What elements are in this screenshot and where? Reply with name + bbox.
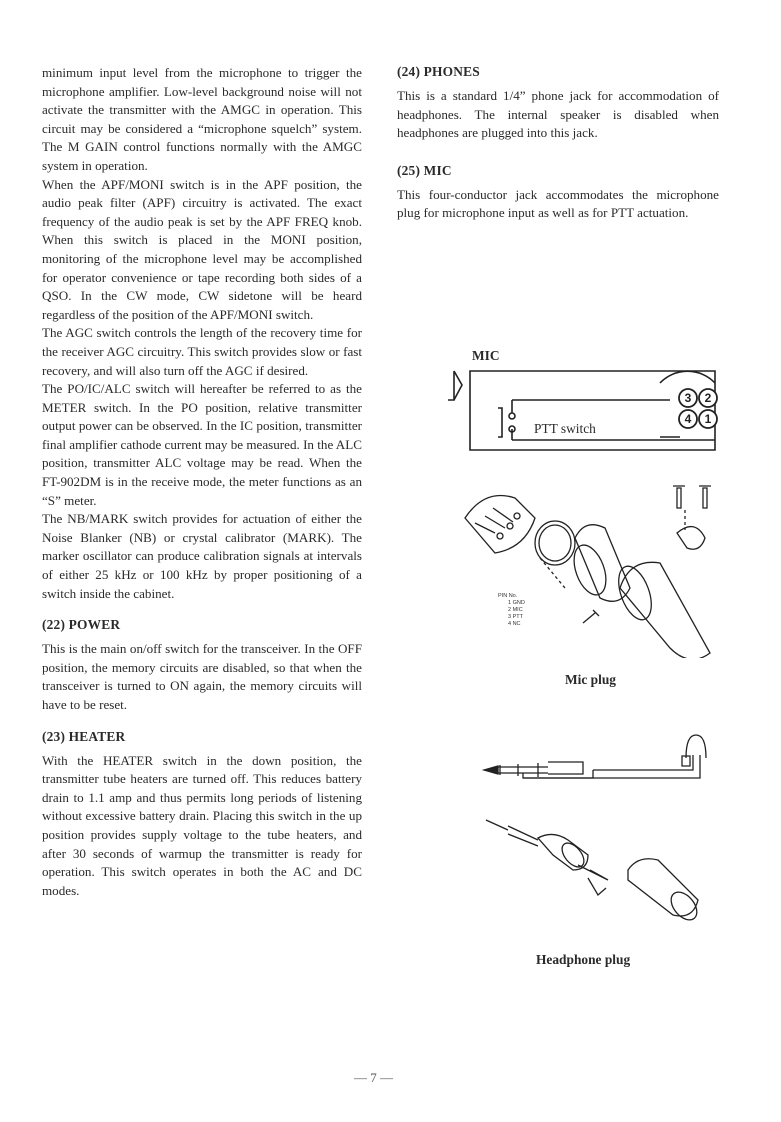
pin-legend-item: 4 NC [508, 621, 521, 627]
meter-paragraph: The PO/IC/ALC switch will hereafter be referred to as the METER switch. In the PO position, relative transmitter output power can be observed. In the IC position, transmitter final amplifier cathode current may be measured. In the ALC position, transmitter ALC voltage may be read. When the FT-902DM is in the receive mode, the meter functions as an “S” meter. [42, 381, 362, 508]
pin-2-label: 2 [704, 391, 712, 405]
headphone-plug-drawing [478, 730, 728, 930]
amgc-paragraph: minimum input level from the microphone to trigger the microphone amplifier. Low-level background noise will not activate the transmitter with the AMGC in operation. This circuit may be considered a “microphone squelch” system. The M GAIN control functions normally with the AMGC system in operation. [42, 65, 362, 173]
mic-plug-illustration [455, 478, 735, 658]
heater-heading: (23) HEATER [42, 728, 126, 744]
left-column [42, 64, 362, 900]
right-column [397, 64, 719, 223]
mic-plug-caption: Mic plug [565, 672, 616, 687]
phones-paragraph: This is a standard 1/4” phone jack for accommodation of headphones. The internal speaker is disabled when headphones are plugged into this jack. [397, 88, 719, 141]
pin-3-label: 3 [684, 391, 692, 405]
pin-4-label: 4 [684, 412, 692, 426]
headphone-icon [686, 735, 706, 758]
pin-legend-title: PIN No. [498, 593, 518, 599]
phones-heading: (24) PHONES [397, 64, 480, 79]
heater-paragraph: With the HEATER switch in the down position, the transmitter tube heaters are turned off. This reduces battery drain to 1.1 amp and thus permits long periods of listening without excessive battery drain. Placing this switch in the up position provides supply voltage to the tube heaters, and after 30 seconds of warmup the transmitter is ready for operation. This switch operates in both the AC and DC modes. [42, 752, 362, 898]
headphone-plug-illustration [478, 730, 728, 930]
mic-diagram-label: MIC [472, 348, 500, 363]
page-number: — 7 — [354, 1070, 393, 1085]
pin-legend-item: 3 PTT [508, 614, 523, 620]
pin-number-legend [498, 593, 525, 628]
pin-legend-item: 1 GND [508, 600, 525, 606]
ptt-switch-label: PTT switch [534, 421, 596, 436]
power-paragraph: This is the main on/off switch for the transceiver. In the OFF position, the memory circuits are disabled, so that when the transceiver is turned to ON again, the memory circuits will have to be reset. [42, 641, 362, 712]
mic-paragraph: This four-conductor jack accommodates the microphone plug for microphone input as well as for PTT actuation. [397, 186, 719, 221]
mic-plug-drawing [455, 478, 735, 658]
headphone-plug-caption: Headphone plug [536, 952, 631, 967]
mic-jack-schematic [440, 345, 730, 465]
pin-1-label: 1 [704, 412, 712, 426]
pin-legend-item: 2 MIC [508, 607, 523, 613]
power-heading: (22) POWER [42, 617, 121, 633]
mic-jack-diagram [440, 345, 730, 465]
apf-moni-paragraph: When the APF/MONI switch is in the APF position, the audio peak filter (APF) circuitry is activated. The exact frequency of the audio peak is set by the APF FREQ knob. When this switch is placed in the MONI position, monitoring of the microphone level may be accomplished for operator convenience or tape recording both sides of a QSO. In the CW mode, CW sidetone will be heard regardless of the position of the APF/MONI switch. [42, 176, 362, 322]
nb-mark-paragraph: The NB/MARK switch provides for actuation of either the Noise Blanker (NB) or crystal calibrator (MARK). The marker oscillator can produce calibration signals at intervals of either 25 kHz or 100 kHz by proper positioning of a switch inside the cabinet. [42, 511, 362, 601]
agc-paragraph: The AGC switch controls the length of the recovery time for the receiver AGC circuitry. This switch provides slow or fast recovery, and will also turn off the AGC if desired. [42, 325, 362, 378]
mic-heading: (25) MIC [397, 162, 452, 178]
